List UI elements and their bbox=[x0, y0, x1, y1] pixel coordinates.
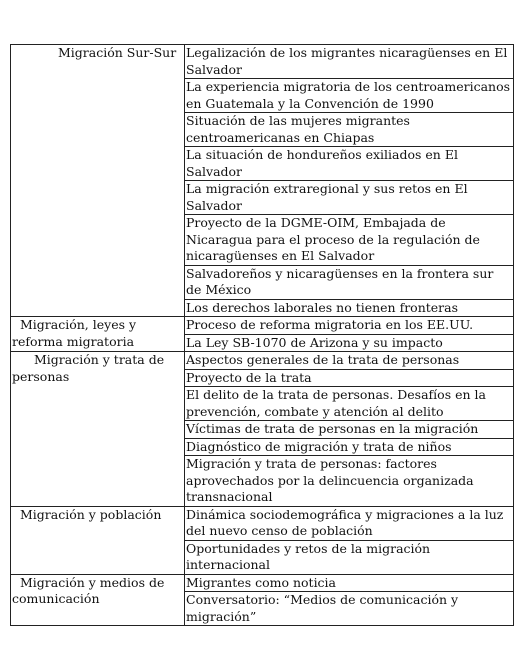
topic-cell: La situación de hondureños exiliados en El Salvador bbox=[185, 147, 514, 181]
category-cell: Migración Sur-Sur bbox=[11, 45, 185, 317]
topic-cell: Proyecto de la DGME-OIM, Embajada de Nicaragua para el proceso de la regulación de nicaragüenses en El Salvador bbox=[185, 215, 514, 266]
topic-cell: Migrantes como noticia bbox=[185, 574, 514, 592]
topics-table bbox=[10, 44, 514, 626]
topic-cell: Migración y trata de personas: factores aprovechados por la delincuencia organizada transnacional bbox=[185, 456, 514, 507]
category-cell: Migración y población bbox=[11, 506, 185, 574]
topic-cell: La Ley SB-1070 de Arizona y su impacto bbox=[185, 334, 514, 352]
topic-cell: Dinámica sociodemográfica y migraciones a la luz del nuevo censo de población bbox=[185, 506, 514, 540]
table-row bbox=[11, 506, 514, 540]
topic-cell: Proyecto de la trata bbox=[185, 369, 514, 387]
topic-cell: Oportunidades y retos de la migración internacional bbox=[185, 540, 514, 574]
category-cell: Migración y trata de personas bbox=[11, 352, 185, 507]
table-row bbox=[11, 352, 514, 370]
table-row bbox=[11, 574, 514, 592]
category-cell: Migración y medios de comunicación bbox=[11, 574, 185, 626]
topic-cell: La experiencia migratoria de los centroamericanos en Guatemala y la Convención de 1990 bbox=[185, 79, 514, 113]
topic-cell: Proceso de reforma migratoria en los EE.UU. bbox=[185, 317, 514, 335]
topic-cell: Víctimas de trata de personas en la migración bbox=[185, 421, 514, 439]
category-cell: Migración, leyes y reforma migratoria bbox=[11, 317, 185, 352]
topic-cell: Salvadoreños y nicaragüenses en la frontera sur de México bbox=[185, 265, 514, 299]
table-row bbox=[11, 45, 514, 79]
topic-cell: Conversatorio: “Medios de comunicación y migración” bbox=[185, 592, 514, 626]
topic-cell: El delito de la trata de personas. Desafíos en la prevención, combate y atención al delito bbox=[185, 387, 514, 421]
topic-cell: La migración extraregional y sus retos en El Salvador bbox=[185, 181, 514, 215]
topic-cell: Legalización de los migrantes nicaragüenses en El Salvador bbox=[185, 45, 514, 79]
topic-cell: Diagnóstico de migración y trata de niños bbox=[185, 438, 514, 456]
topic-cell: Los derechos laborales no tienen fronteras bbox=[185, 299, 514, 317]
topic-cell: Situación de las mujeres migrantes centroamericanas en Chiapas bbox=[185, 113, 514, 147]
topic-cell: Aspectos generales de la trata de personas bbox=[185, 352, 514, 370]
table-row bbox=[11, 317, 514, 335]
